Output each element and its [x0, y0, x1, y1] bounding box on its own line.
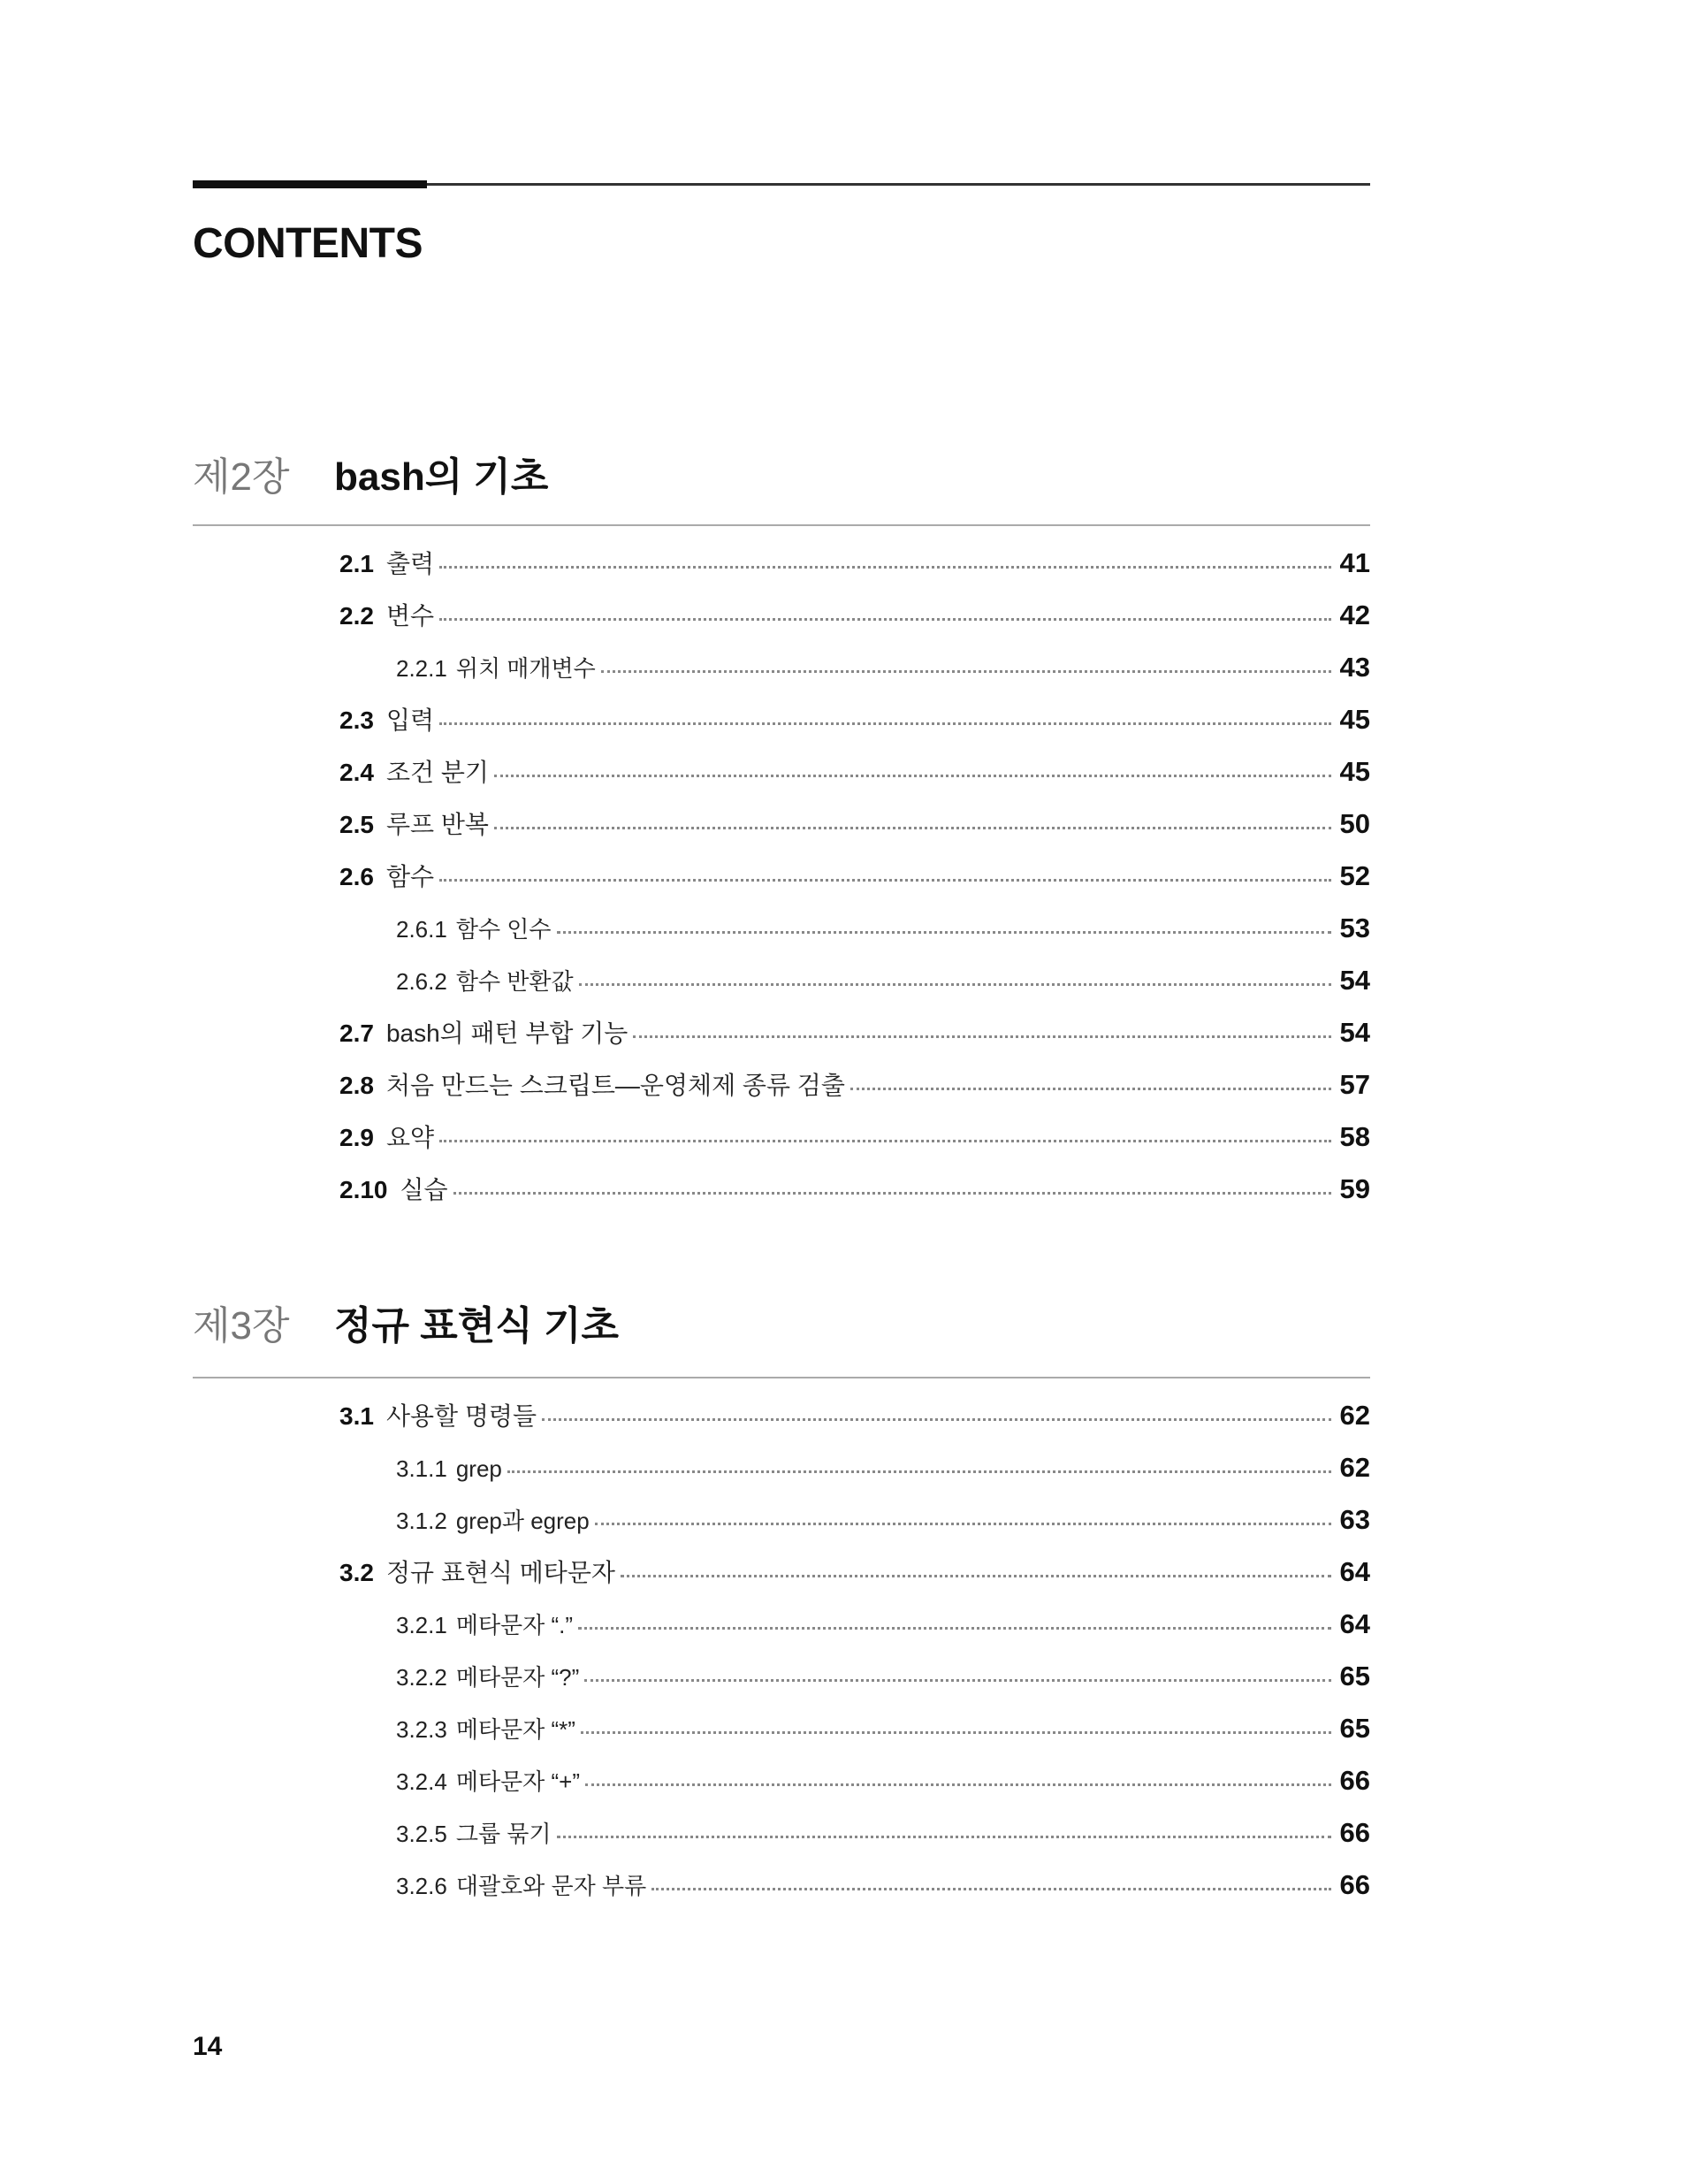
dot-leader	[621, 1573, 1331, 1577]
page-ref: 66	[1339, 1869, 1370, 1900]
dot-leader	[584, 1677, 1331, 1682]
dot-leader	[557, 929, 1331, 934]
section-title: 그룹 묶기	[455, 1821, 552, 1847]
toc-section-entry[interactable]	[193, 745, 1370, 798]
toc-section-entry[interactable]	[193, 537, 1370, 589]
section-title: 요약	[385, 1124, 435, 1151]
section-number: 3.2.5	[396, 1821, 447, 1847]
dot-leader	[494, 825, 1331, 829]
section-title: 메타문자 “.”	[455, 1612, 574, 1638]
section-title: 함수 인수	[455, 916, 552, 943]
section-number: 2.1	[339, 550, 374, 577]
page-ref: 45	[1339, 704, 1370, 735]
toc-section-entry[interactable]	[193, 1546, 1370, 1598]
section-title: grep과 egrep	[455, 1508, 590, 1534]
chapter-2	[193, 447, 1370, 1204]
section-number: 3.2.6	[396, 1873, 447, 1899]
section-number: 3.2	[339, 1559, 374, 1586]
page-ref: 64	[1339, 1608, 1370, 1639]
page-ref: 62	[1339, 1400, 1370, 1431]
toc-section-entry[interactable]	[193, 589, 1370, 641]
section-number: 2.5	[339, 811, 374, 838]
toc-section-entry[interactable]	[193, 798, 1370, 850]
page-ref: 64	[1339, 1556, 1370, 1587]
page-ref: 65	[1339, 1713, 1370, 1744]
chapter-heading	[193, 447, 1370, 508]
dot-leader	[601, 668, 1331, 673]
page-ref: 57	[1339, 1069, 1370, 1100]
dot-leader	[651, 1886, 1331, 1890]
section-number: 2.8	[339, 1072, 374, 1099]
page-ref: 45	[1339, 756, 1370, 787]
page-ref: 43	[1339, 652, 1370, 683]
section-title: bash의 패턴 부합 기능	[385, 1019, 629, 1047]
section-title: 변수	[385, 602, 435, 630]
chapter-heading	[193, 1295, 1370, 1357]
page-ref: 52	[1339, 860, 1370, 891]
toc-subsection-entry[interactable]	[193, 1702, 1370, 1754]
section-title: 대괄호와 문자 부류	[455, 1873, 647, 1899]
chapter-rule	[193, 1377, 1370, 1378]
section-title: 메타문자 “?”	[455, 1664, 580, 1691]
section-title: 메타문자 “+”	[455, 1768, 581, 1795]
toc-subsection-entry[interactable]	[193, 641, 1370, 693]
header-rule-accent	[193, 180, 427, 188]
page-ref: 66	[1339, 1765, 1370, 1796]
page-ref: 58	[1339, 1121, 1370, 1152]
section-title: 루프 반복	[385, 811, 489, 838]
page-ref: 59	[1339, 1173, 1370, 1204]
dot-leader	[494, 773, 1331, 777]
section-title: 입력	[385, 706, 435, 734]
section-title: 메타문자 “*”	[455, 1716, 575, 1743]
section-number: 2.9	[339, 1124, 374, 1151]
section-number: 3.1	[339, 1402, 374, 1430]
dot-leader	[439, 1138, 1331, 1142]
dot-leader	[595, 1521, 1331, 1525]
section-number: 2.10	[339, 1176, 388, 1203]
section-title: 처음 만드는 스크립트—운영체제 종류 검출	[385, 1072, 845, 1099]
dot-leader	[633, 1034, 1331, 1038]
section-title: grep	[455, 1455, 502, 1482]
page-ref: 66	[1339, 1817, 1370, 1848]
page-ref: 62	[1339, 1452, 1370, 1483]
dot-leader	[557, 1834, 1331, 1838]
toc-section-entry[interactable]	[193, 850, 1370, 902]
section-number: 2.7	[339, 1019, 374, 1047]
dot-leader	[542, 1417, 1331, 1421]
dot-leader	[507, 1469, 1331, 1473]
dot-leader	[439, 616, 1331, 621]
dot-leader	[439, 721, 1331, 725]
section-title: 정규 표현식 메타문자	[385, 1559, 615, 1586]
toc-list	[193, 1389, 1370, 1911]
section-title: 위치 매개변수	[455, 655, 596, 682]
section-number: 2.2.1	[396, 655, 447, 682]
page-ref: 53	[1339, 913, 1370, 943]
chapter-label: 제3장	[193, 1304, 290, 1348]
toc-subsection-entry[interactable]	[193, 1754, 1370, 1806]
dot-leader	[453, 1190, 1331, 1195]
toc-subsection-entry[interactable]	[193, 1650, 1370, 1702]
toc-section-entry[interactable]	[193, 1058, 1370, 1111]
chapter-title: bash의 기초	[334, 455, 549, 499]
section-title: 함수 반환값	[455, 968, 574, 995]
chapter-title: 정규 표현식 기초	[334, 1304, 619, 1348]
page-ref: 41	[1339, 547, 1370, 578]
section-number: 3.2.3	[396, 1716, 447, 1743]
section-number: 3.2.4	[396, 1768, 447, 1795]
toc-section-entry[interactable]	[193, 1163, 1370, 1215]
toc-subsection-entry[interactable]	[193, 1441, 1370, 1493]
toc-subsection-entry[interactable]	[193, 1859, 1370, 1911]
toc-list	[193, 537, 1370, 1215]
page-number: 14	[193, 2032, 223, 2061]
page-ref: 54	[1339, 965, 1370, 996]
chapter-3	[193, 1295, 1370, 1900]
dot-leader	[579, 981, 1331, 986]
section-number: 3.2.1	[396, 1612, 447, 1638]
toc-section-entry[interactable]	[193, 1111, 1370, 1163]
page-title: CONTENTS	[193, 220, 423, 267]
dot-leader	[439, 564, 1331, 569]
section-number: 3.1.1	[396, 1455, 447, 1482]
dot-leader	[578, 1625, 1331, 1630]
toc-subsection-entry[interactable]	[193, 1493, 1370, 1546]
toc-section-entry[interactable]	[193, 1006, 1370, 1058]
section-title: 사용할 명령들	[385, 1402, 537, 1430]
page-ref: 54	[1339, 1017, 1370, 1048]
dot-leader	[585, 1782, 1331, 1786]
chapter-rule	[193, 524, 1370, 526]
section-number: 3.2.2	[396, 1664, 447, 1691]
dot-leader	[850, 1086, 1331, 1090]
section-title: 조건 분기	[385, 759, 489, 786]
section-number: 2.6	[339, 863, 374, 890]
page-ref: 65	[1339, 1661, 1370, 1691]
toc-subsection-entry[interactable]	[193, 1598, 1370, 1650]
toc-subsection-entry[interactable]	[193, 902, 1370, 954]
section-title: 출력	[385, 550, 435, 577]
section-number: 2.2	[339, 602, 374, 630]
page-ref: 42	[1339, 599, 1370, 630]
section-number: 3.1.2	[396, 1508, 447, 1534]
toc-subsection-entry[interactable]	[193, 1806, 1370, 1859]
section-number: 2.6.2	[396, 968, 447, 995]
toc-section-entry[interactable]	[193, 1389, 1370, 1441]
toc-subsection-entry[interactable]	[193, 954, 1370, 1006]
section-number: 2.6.1	[396, 916, 447, 943]
page-ref: 50	[1339, 808, 1370, 839]
section-title: 실습	[400, 1176, 448, 1203]
section-title: 함수	[385, 863, 435, 890]
dot-leader	[439, 877, 1331, 882]
dot-leader	[581, 1730, 1331, 1734]
toc-section-entry[interactable]	[193, 693, 1370, 745]
page-ref: 63	[1339, 1504, 1370, 1535]
section-number: 2.3	[339, 706, 374, 734]
section-number: 2.4	[339, 759, 374, 786]
chapter-label: 제2장	[193, 455, 290, 499]
